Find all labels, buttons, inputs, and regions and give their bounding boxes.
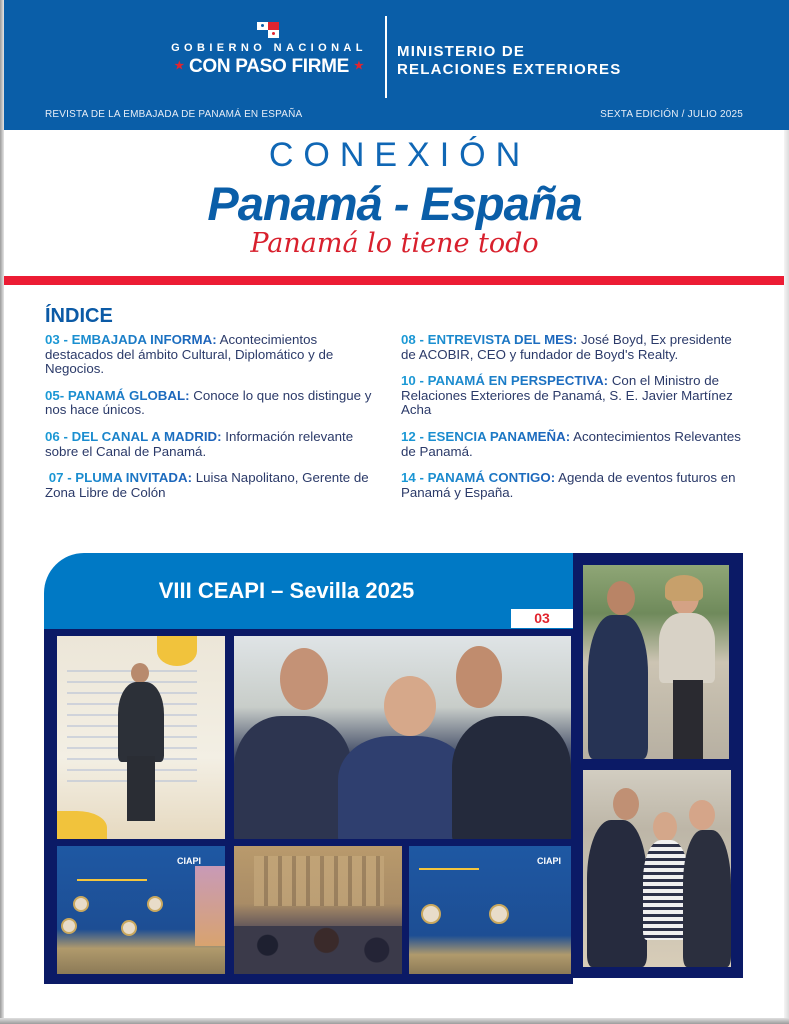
index-item-text: Agenda de eventos futuros en Panamá y España. bbox=[401, 470, 736, 500]
photo-man-woman-conversation[interactable] bbox=[583, 565, 729, 759]
index-item-text: José Boyd, Ex presidente de ACOBIR, CEO y fundador de Boyd's Realty. bbox=[401, 332, 732, 362]
index-item[interactable] bbox=[45, 430, 385, 459]
ministry-line-2: RELACIONES EXTERIORES bbox=[397, 61, 622, 78]
government-slogan bbox=[163, 56, 375, 78]
index-item[interactable] bbox=[401, 333, 741, 362]
index-column-right bbox=[401, 333, 741, 512]
photo-three-men-group[interactable] bbox=[234, 636, 571, 839]
ministry-name bbox=[397, 43, 621, 79]
magazine-header bbox=[0, 0, 789, 130]
index-item-label: 12 - ESENCIA PANAMEÑA: bbox=[401, 428, 571, 444]
star-icon: ★ bbox=[174, 60, 184, 72]
photo-panel-stage-2[interactable] bbox=[409, 846, 571, 974]
index-item-text: Información relevante sobre el Canal de Panamá. bbox=[45, 428, 354, 459]
index-item-text: Luisa Napolitano, Gerente de Zona Libre de Colón bbox=[45, 470, 373, 500]
edition-label: SEXTA EDICIÓN / JULIO 2025 bbox=[600, 109, 743, 120]
photo-man-at-sponsor-wall[interactable] bbox=[57, 636, 225, 839]
magazine-label: REVISTA DE LA EMBAJADA DE PANAMÁ EN ESPAÑA bbox=[45, 109, 303, 120]
index-item-text: Con el Ministro de Relaciones Exteriores de Panamá, S. E. Javier Martínez Acha bbox=[401, 373, 733, 418]
index-column-left bbox=[45, 333, 385, 512]
index-item-label: 14 - PANAMÁ CONTIGO: bbox=[401, 470, 556, 486]
star-icon: ★ bbox=[354, 60, 364, 72]
index-item-label: 05- PANAMÁ GLOBAL: bbox=[45, 387, 190, 403]
masthead-kicker: CONEXIÓN bbox=[268, 136, 531, 174]
page-edge-shadow-right bbox=[784, 130, 789, 1024]
feature-title: VIII CEAPI – Sevilla 2025 bbox=[158, 578, 415, 603]
header-divider bbox=[385, 16, 387, 98]
index-item[interactable] bbox=[401, 471, 741, 500]
index-item-label: 07 - PLUMA INVITADA: bbox=[45, 470, 193, 486]
panama-flag-icon bbox=[257, 22, 279, 38]
photo-group-of-three[interactable] bbox=[583, 770, 731, 967]
stage-brand-text: CIAPI bbox=[537, 856, 562, 866]
ministry-line-1: MINISTERIO DE bbox=[397, 43, 526, 60]
index-item[interactable] bbox=[401, 374, 741, 418]
index-item[interactable] bbox=[401, 430, 741, 459]
index-item-text: Acontecimientos destacados del ámbito Cultural, Diplomático y de Negocios. bbox=[45, 332, 334, 377]
index-item[interactable] bbox=[45, 389, 385, 418]
red-divider bbox=[0, 276, 789, 285]
masthead-tagline: Panamá lo tiene todo bbox=[250, 228, 539, 259]
index-item[interactable] bbox=[45, 471, 385, 500]
index-item[interactable] bbox=[45, 333, 385, 377]
government-label: GOBIERNO NACIONAL bbox=[171, 42, 367, 54]
photo-panel-stage-1[interactable] bbox=[57, 846, 225, 974]
photo-audience-courtyard[interactable] bbox=[234, 846, 402, 974]
stage-brand-text: CIAPI bbox=[177, 856, 202, 866]
masthead-title: Panamá - España bbox=[207, 177, 582, 230]
index-item-label: 10 - PANAMÁ EN PERSPECTIVA: bbox=[401, 373, 609, 389]
index-title: ÍNDICE bbox=[45, 305, 113, 327]
slogan-text: CON PASO FIRME bbox=[188, 56, 350, 77]
page-edge-shadow-bottom bbox=[0, 1018, 789, 1024]
page-edge-shadow-left bbox=[0, 0, 4, 1024]
index-item-label: 03 - EMBAJADA INFORMA: bbox=[45, 332, 217, 347]
page-number-badge: 03 bbox=[511, 609, 573, 628]
index-item-label: 06 - DEL CANAL A MADRID: bbox=[45, 428, 222, 444]
index-item-text: Conoce lo que nos distingue y nos hace únicos. bbox=[45, 387, 372, 418]
index-item-label: 08 - ENTREVISTA DEL MES: bbox=[401, 332, 578, 347]
index-item-text: Acontecimientos Relevantes de Panamá. bbox=[401, 428, 741, 459]
